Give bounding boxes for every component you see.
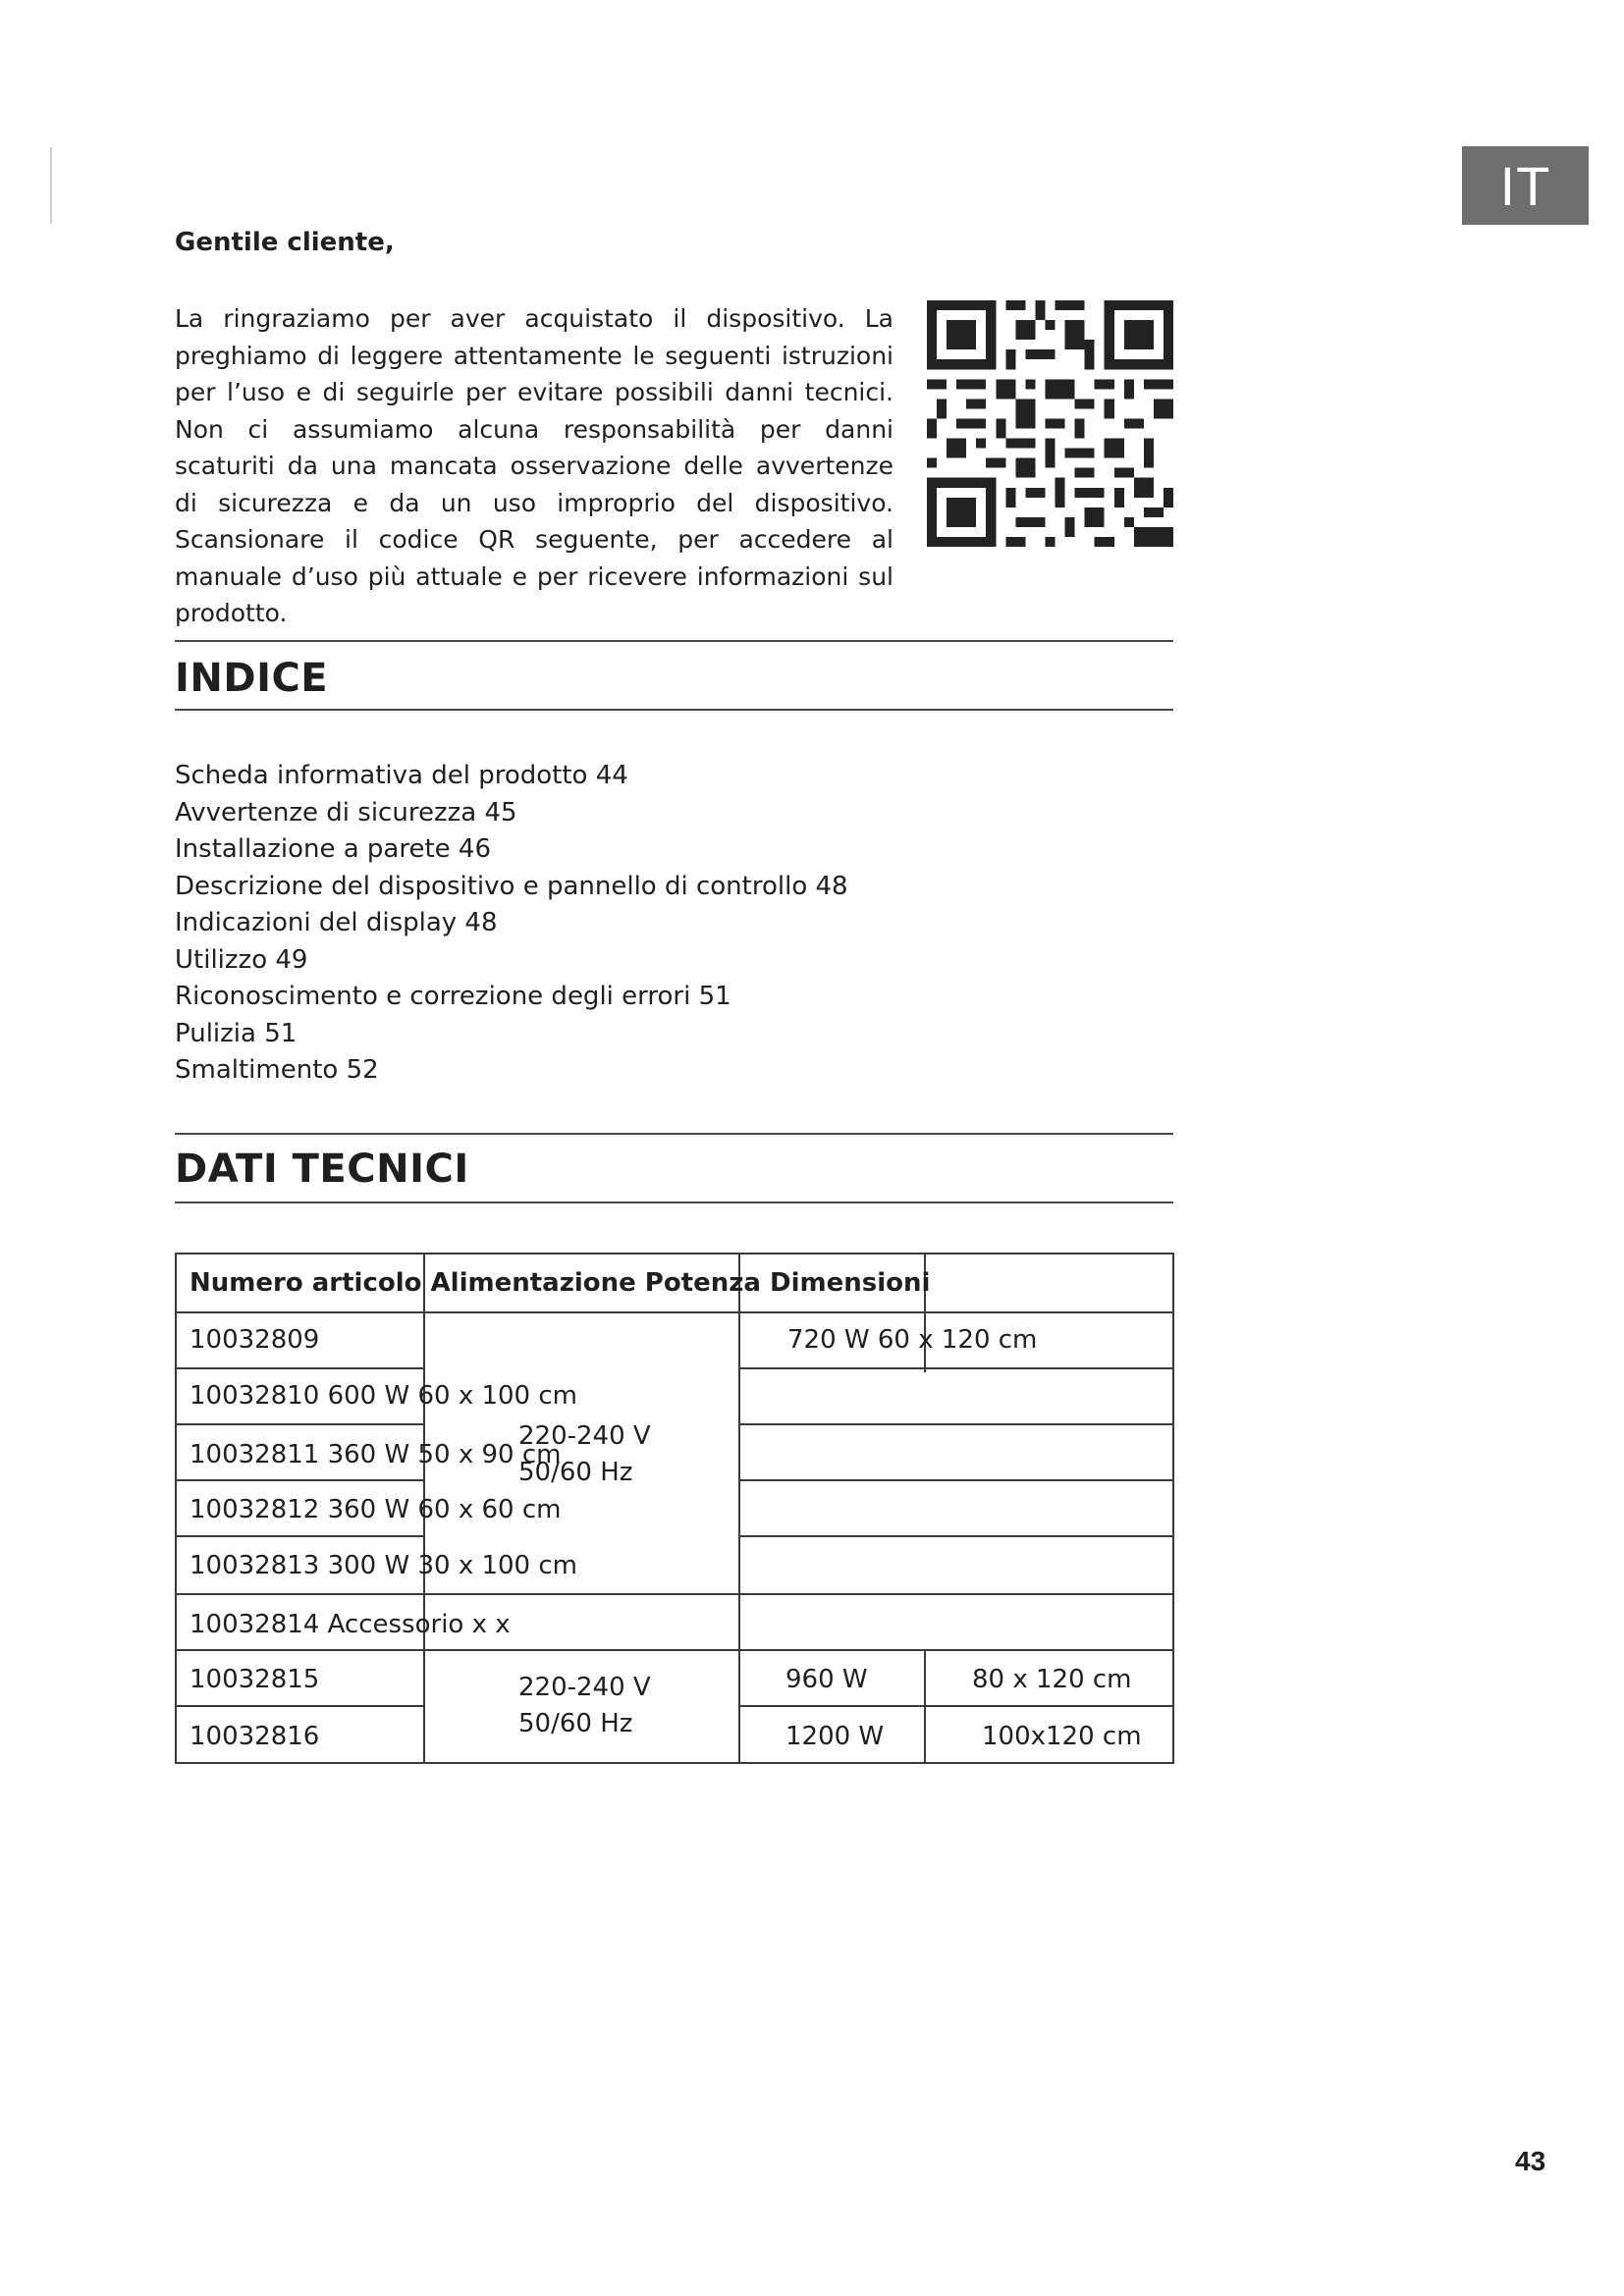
table-row-divider	[175, 1705, 425, 1707]
page-number: 43	[1515, 2146, 1546, 2176]
table-row: 10032813 300 W 30 x 100 cm	[189, 1551, 577, 1580]
toc-item: Smaltimento 52	[175, 1055, 379, 1085]
table-cell-power-dims: 720 W 60 x 120 cm	[787, 1325, 1038, 1355]
toc-item: Indicazioni del display 48	[175, 908, 498, 937]
table-cell-power: 1200 W	[785, 1722, 885, 1751]
table-row-divider	[175, 1535, 425, 1537]
toc-item: Scheda informativa del prodotto 44	[175, 761, 628, 790]
table-row: 10032812 360 W 60 x 60 cm	[189, 1495, 562, 1524]
specs-heading: DATI TECNICI	[175, 1147, 469, 1192]
table-header: Numero articolo Alimentazione Potenza Dimensioni	[189, 1268, 931, 1298]
table-row-divider	[175, 1479, 425, 1481]
table-row: 10032814 Accessorio x x	[189, 1610, 511, 1639]
table-col-divider	[738, 1253, 740, 1764]
table-col-divider	[924, 1649, 926, 1764]
table-row-divider	[739, 1705, 1174, 1707]
table-cell-supply-voltage: 220-240 V	[518, 1421, 651, 1451]
greeting: Gentile cliente,	[175, 228, 395, 257]
margin-line	[50, 147, 52, 224]
index-bottom-rule	[175, 709, 1173, 711]
table-row-divider	[739, 1479, 1174, 1481]
table-row-divider	[175, 1649, 1174, 1651]
table-row-divider	[175, 1423, 425, 1425]
toc-item: Riconoscimento e correzione degli errori 51	[175, 982, 731, 1011]
table-row-divider	[175, 1367, 425, 1369]
table-row-divider	[175, 1311, 1174, 1313]
table-row: 10032815	[189, 1665, 320, 1694]
table-cell-dimensions: 80 x 120 cm	[972, 1665, 1132, 1694]
table-cell-power: 960 W	[785, 1665, 868, 1694]
table-row-divider	[739, 1535, 1174, 1537]
table-cell-supply-frequency: 50/60 Hz	[518, 1458, 633, 1487]
table-row-divider	[739, 1423, 1174, 1425]
language-badge: IT	[1462, 146, 1589, 225]
table-row-divider	[175, 1593, 1174, 1595]
toc-item: Installazione a parete 46	[175, 834, 492, 864]
toc-item: Pulizia 51	[175, 1018, 298, 1048]
specs-top-rule	[175, 1133, 1173, 1135]
table-row: 10032810 600 W 60 x 100 cm	[189, 1381, 577, 1411]
index-heading: INDICE	[175, 656, 329, 701]
table-row-divider	[739, 1367, 1174, 1369]
table-cell-supply-frequency: 50/60 Hz	[518, 1709, 633, 1738]
table-of-contents	[175, 758, 848, 1090]
table-row: 10032811 360 W 50 x 90 cm	[189, 1440, 562, 1469]
qr-code	[927, 300, 1173, 547]
specs-bottom-rule	[175, 1201, 1173, 1203]
table-cell-dimensions: 100x120 cm	[982, 1722, 1142, 1751]
toc-item: Descrizione del dispositivo e pannello di controllo 48	[175, 871, 848, 901]
table-cell-supply-voltage: 220-240 V	[518, 1673, 651, 1702]
intro-paragraph: La ringraziamo per aver acquistato il dispositivo. La preghiamo di leggere attentamente le seguenti istruzioni per l’uso e di seguirle per evitare possibili danni tecnici. Non ci assumiamo alcuna responsabilità per danni scaturiti da una mancata osservazione delle avvertenze di sicurezza e da un uso improprio del dispositivo. Scansionare il codice QR seguente, per accedere al manuale d’uso più attuale e per ricevere informazioni sul prodotto.	[175, 304, 893, 627]
index-top-rule	[175, 640, 1173, 642]
toc-item: Avvertenze di sicurezza 45	[175, 797, 517, 828]
table-row: 10032816	[189, 1722, 320, 1751]
table-row: 10032809	[189, 1325, 320, 1355]
toc-item: Utilizzo 49	[175, 944, 308, 975]
